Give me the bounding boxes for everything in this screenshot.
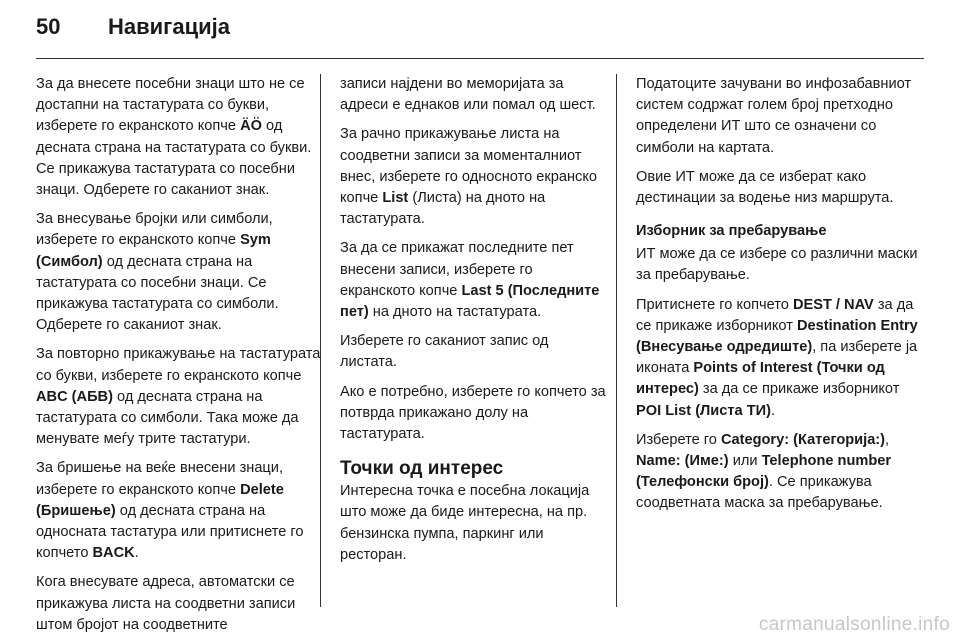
button-label: Delete (Бришење) [36,481,284,519]
button-label: Last 5 (Последните пет) [340,282,600,321]
button-label: Sym (Симбол) [36,232,271,270]
paragraph: Притиснете го копчето DEST / NAV за да се прикаже изборникот Destination Entry (Внесување одредиште), па изберете ја иконата Points of Interest (Точки од интерес) за да се прикаже изборникот POI List (Листа ТИ). [636,296,918,419]
paragraph: За да внесете посебни знаци што не се достапни на тастатурата со букви, изберете го екранското копче ÄÖ од десната страна на тастатурата со букви. Се прикажува тастатурата со посебни знаци. Одберете го саканиот знак. [36,76,312,199]
paragraph: Интересна точка е посебна локација што може да биде интересна, на пр. бензинска пумпа, паркинг или ресторан. [340,483,590,563]
option-label: Category: (Категорија:) [720,431,886,448]
page-number: 50 [36,14,61,39]
subheading: Изборник за пребарување [636,223,827,240]
paragraph: Ако е потребно, изберете го копчето за потврда прикажано долу на тастатурата. [340,383,606,443]
option-label: Name: (Име:) [636,453,729,470]
column-2 [340,74,606,574]
paragraph: Податоците зачувани во инфозабавниот систем содржат голем број претходно определени ИТ што се означени со симболи на картата. [636,76,912,156]
section-heading: Точки од интерес [340,458,504,480]
column-3 [636,74,924,523]
paragraph: За повторно прикажување на тастатурата со букви, изберете го екранското копче ABC (АБВ) од десната страна на тастатурата со симболи. Така може да менувате меѓу трите тастатури. [36,346,321,448]
paragraph: За внесување бројки или симболи, изберете го екранското копче Sym (Симбол) од десната страна на тастатурата со посебни знаци. Се прикажува тастатурата со симболи. Одберете го саканиот знак. [36,211,279,334]
paragraph: ИТ може да се избере со различни маски за пребарување. [636,246,918,284]
page-header [36,14,230,54]
watermark: carmanualsonline.info [758,614,950,635]
button-label: BACK [92,545,135,562]
paragraph: записи најдени во меморијата за адреси е еднаков или помал од шест. [340,76,596,114]
button-label: DEST / NAV [792,296,874,313]
icon-label: Points of Interest (Точки од интерес) [636,360,885,398]
option-label: Telephone number (Телефонски број) [636,453,892,491]
paragraph: Кога внесувате адреса, автоматски се прикажува листа на соодветни записи штом бројот на соодветните [36,574,296,633]
paragraph: Изберете го саканиот запис од листата. [340,333,549,371]
paragraph: Овие ИТ може да се изберат како дестинации за водење низ маршрута. [636,168,894,207]
paragraph: Изберете го Category: (Категорија:), Name: (Име:) или Telephone number (Телефонски број). Се прикажува соодветната маска за пребарување. [636,431,892,512]
header-rule [36,58,924,59]
column-divider [616,74,617,607]
column-1 [36,74,328,644]
chapter-title: Навигација [108,14,230,39]
menu-label: POI List (Листа ТИ) [636,402,771,419]
paragraph: За бришење на веќе внесени знаци, изберете го екранското копче Delete (Бришење) од десната страна на односната тастатура или притиснете го копчето BACK. [36,460,304,562]
button-label: ABC (АБВ) [36,388,113,405]
paragraph: За да се прикажат последните пет внесени записи, изберете го екранското копче Last 5 (Последните пет) на дното на тастатурата. [340,240,600,321]
button-label: ÄÖ [240,118,262,135]
paragraph: За рачно прикажување листа на соодветни записи за моменталниот внес, изберете го односното екранско копче List (Листа) на дното на тастатурата. [340,126,598,228]
button-label: List [382,190,409,207]
menu-label: Destination Entry (Внесување одредиште) [636,317,918,356]
